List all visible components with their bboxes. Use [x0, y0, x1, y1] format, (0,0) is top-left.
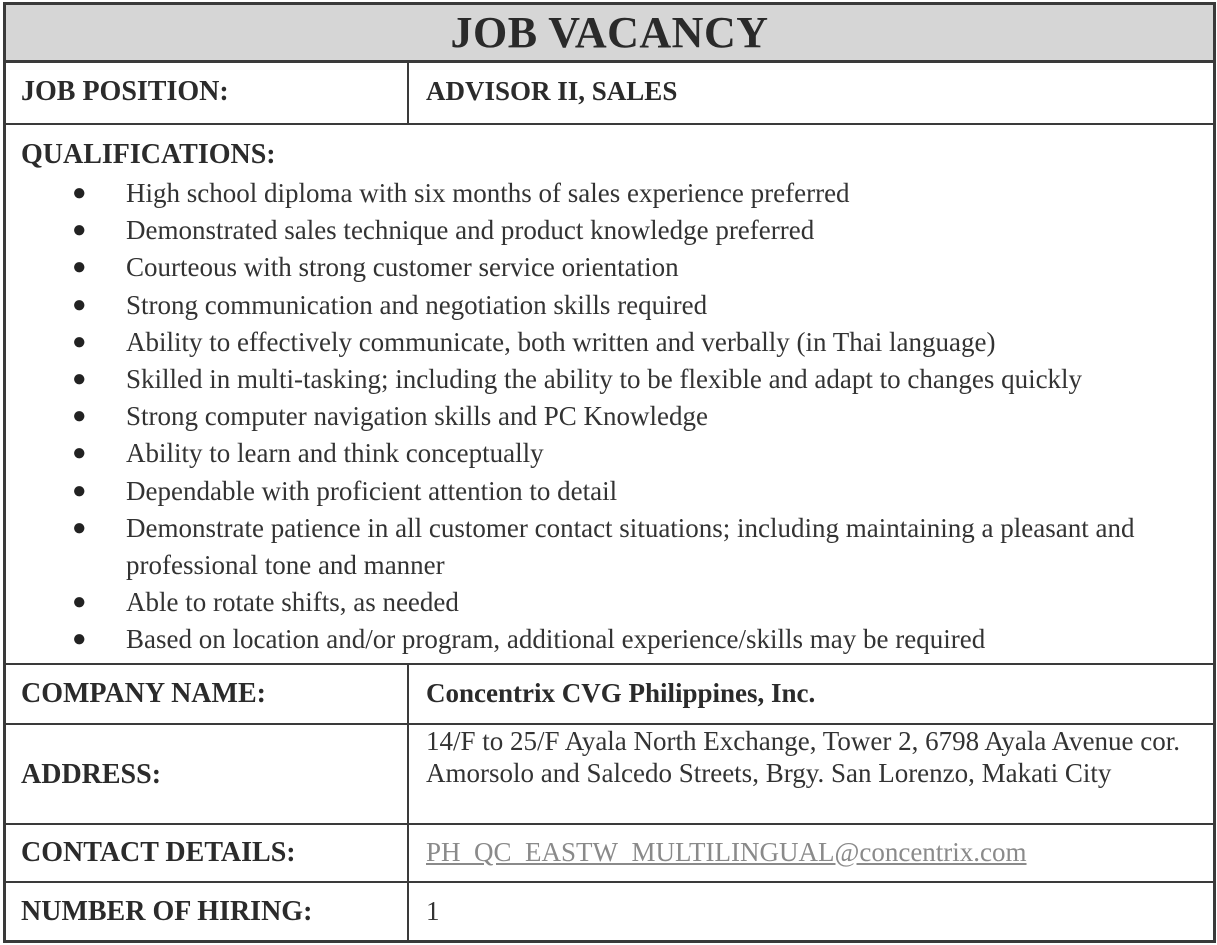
qualification-item [6, 473, 1213, 510]
hiring-row [6, 883, 1213, 940]
title-row [6, 5, 1213, 63]
company-value: Concentrix CVG Philippines, Inc. [426, 678, 816, 708]
qualifications-row [6, 125, 1213, 665]
hiring-label: NUMBER OF HIRING: [21, 896, 313, 927]
company-row [6, 665, 1213, 725]
bullet-icon: ● [72, 291, 87, 318]
contact-label: CONTACT DETAILS: [21, 837, 296, 868]
qualification-text: Courteous with strong customer service orientation [126, 252, 679, 283]
contact-row [6, 825, 1213, 883]
qualification-item [6, 584, 1213, 621]
qualification-item [6, 212, 1213, 249]
qualification-text: Dependable with proficient attention to detail [126, 475, 618, 506]
bullet-icon: ● [72, 626, 87, 653]
column-divider [407, 63, 409, 123]
qualification-text: Strong communication and negotiation skills required [126, 289, 708, 320]
column-divider [407, 825, 409, 881]
address-value: 14/F to 25/F Ayala North Exchange, Tower 2, 6798 Ayala Avenue cor. Amorsolo and Salcedo Streets, Brgy. San Lorenzo, Makati City [426, 726, 1181, 788]
job-position-label: JOB POSITION: [21, 76, 229, 107]
column-divider [407, 883, 409, 940]
company-label: COMPANY NAME: [21, 678, 266, 709]
qualification-text: High school diploma with six months of sales experience preferred [126, 178, 850, 208]
bullet-icon: ● [72, 477, 87, 504]
qualification-item [6, 324, 1213, 361]
qualification-item [6, 249, 1213, 286]
address-label: ADDRESS: [21, 759, 162, 790]
qualification-text: Based on location and/or program, additional experience/skills may be required [126, 624, 986, 655]
qualification-text: Ability to effectively communicate, both written and verbally (in Thai language) [126, 326, 996, 357]
address-row [6, 725, 1213, 825]
qualification-item [6, 621, 1213, 658]
bullet-icon: ● [72, 403, 87, 430]
bullet-icon: ● [72, 440, 87, 467]
job-vacancy-table [3, 2, 1216, 943]
qualification-text: Able to rotate shifts, as needed [126, 587, 459, 618]
bullet-icon: ● [72, 217, 87, 244]
qualification-text: Demonstrated sales technique and product knowledge preferred [126, 215, 815, 246]
bullet-icon: ● [72, 328, 87, 355]
bullet-icon: ● [72, 366, 87, 393]
contact-email-link[interactable]: PH_QC_EASTW_MULTILINGUAL@concentrix.com [426, 837, 1027, 867]
qualification-item [6, 361, 1213, 398]
qualification-item [6, 398, 1213, 435]
qualification-item [6, 175, 1213, 212]
job-position-value: ADVISOR II, SALES [426, 76, 678, 106]
qualifications-list [6, 175, 1213, 659]
bullet-icon: ● [72, 180, 87, 206]
column-divider [407, 725, 409, 823]
bullet-icon: ● [72, 589, 87, 616]
hiring-value: 1 [426, 896, 440, 926]
qualification-item [6, 510, 1213, 584]
page-title: JOB VACANCY [450, 8, 769, 57]
qualifications-label: QUALIFICATIONS: [21, 139, 276, 170]
bullet-icon: ● [72, 254, 87, 281]
qualification-item [6, 287, 1213, 324]
qualification-item [6, 435, 1213, 472]
qualification-text: Skilled in multi-tasking; including the ability to be flexible and adapt to changes quickly [126, 364, 1083, 395]
qualification-text: Strong computer navigation skills and PC Knowledge [126, 401, 708, 432]
qualification-text: Demonstrate patience in all customer contact situations; including maintaining a pleasant and professional tone and manner [126, 512, 1135, 581]
column-divider [407, 665, 409, 723]
job-position-row [6, 63, 1213, 125]
bullet-icon: ● [72, 514, 87, 541]
qualification-text: Ability to learn and think conceptually [126, 438, 544, 469]
